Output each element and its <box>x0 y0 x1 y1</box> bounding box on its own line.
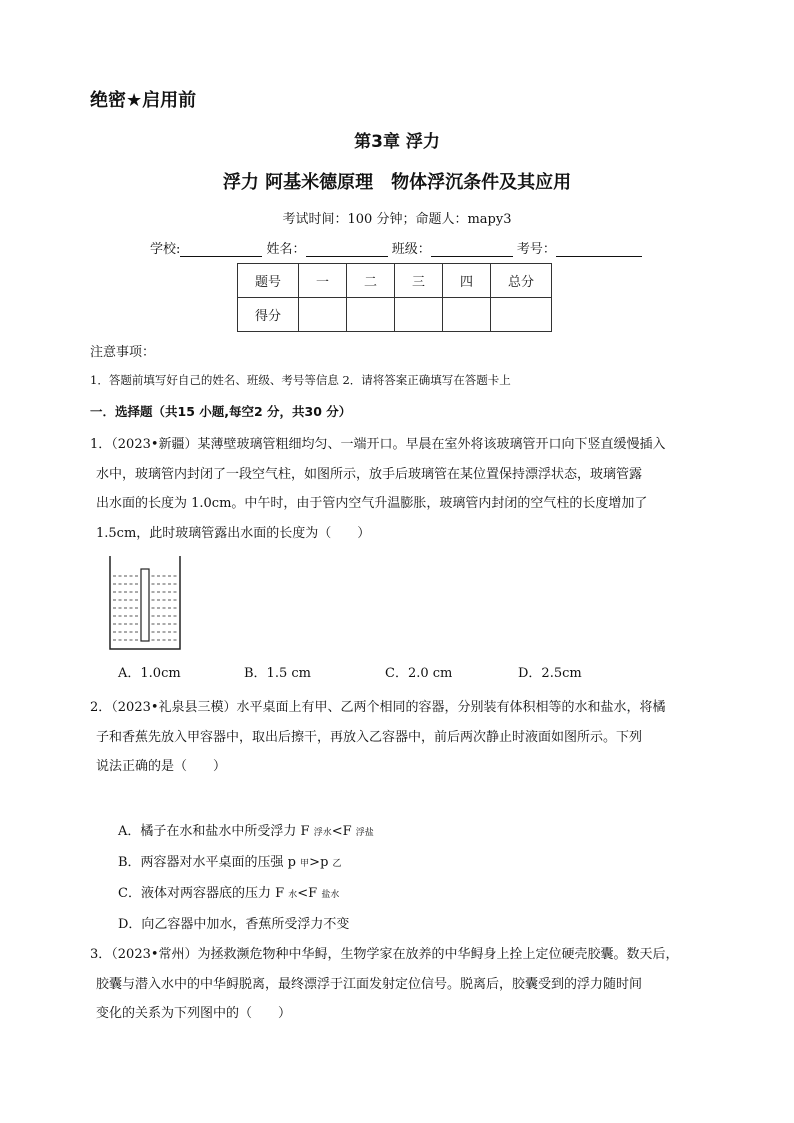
question-1 <box>90 430 715 548</box>
q2-option-b[interactable] <box>118 851 342 870</box>
option-a[interactable]: A．1.0cm <box>118 666 181 681</box>
exam-info: 考试时间：100 分钟；命题人：mapy3 <box>282 212 512 227</box>
question-line: 子和香蕉先放入甲容器中，取出后擦干，再放入乙容器中，前后两次静止时液面如图所示。下列 <box>96 729 643 745</box>
score-header-cell: 题号 <box>238 264 299 298</box>
score-header-cell: 总分 <box>491 264 552 298</box>
name-blank[interactable] <box>306 242 388 257</box>
question-line: 出水面的长度为 1.0cm。中午时，由于管内空气升温膨胀，玻璃管内封闭的空气柱的长度增加了 <box>96 496 648 511</box>
student-info-fields <box>150 238 642 257</box>
score-table <box>237 263 552 332</box>
subscript: 盐水 <box>321 890 340 900</box>
option-text: B．两容器对水平桌面的压强 p <box>118 855 297 870</box>
q2-option-a[interactable] <box>118 820 374 839</box>
score-cell[interactable] <box>299 298 347 332</box>
glass-tube-figure <box>108 556 184 652</box>
option-text: C．液体对两容器底的压力 F <box>118 886 285 901</box>
subscript: 水 <box>288 890 298 900</box>
question-line: 变化的关系为下列图中的（ ） <box>96 1006 292 1021</box>
section-title: 一．选择题（共15 小题,每空2 分，共30 分） <box>90 404 352 419</box>
q2-option-c[interactable] <box>118 882 339 901</box>
option-c[interactable]: C．2.0 cm <box>385 666 453 681</box>
question-line: 1．（2023•新疆）某薄壁玻璃管粗细均匀、一端开口。早晨在室外将该玻璃管开口向下竖直缓慢插入 <box>90 437 666 452</box>
question-line: 1.5cm，此时玻璃管露出水面的长度为（ ） <box>96 525 371 541</box>
question-3 <box>90 940 715 1029</box>
score-header-cell: 三 <box>395 264 443 298</box>
subscript: 甲 <box>300 859 310 869</box>
class-label: 班级： <box>391 242 431 257</box>
score-cell[interactable] <box>443 298 491 332</box>
option-b[interactable]: B．1.5 cm <box>244 666 311 681</box>
name-label: 姓名： <box>266 242 306 257</box>
score-row-label: 得分 <box>238 298 299 332</box>
question-2 <box>90 693 715 782</box>
notice-title: 注意事项： <box>90 345 156 360</box>
option-text: <F <box>331 824 352 839</box>
score-header-cell: 一 <box>299 264 347 298</box>
school-blank[interactable] <box>180 242 262 257</box>
secret-label: 绝密★启用前 <box>90 90 197 111</box>
option-d[interactable]: D．2.5cm <box>518 666 582 681</box>
question-line: 3．（2023•常州）为拯救濒危物种中华鲟，生物学家在放养的中华鲟身上拴上定位硬壳胶囊。数天后， <box>90 947 679 962</box>
option-text: <F <box>297 886 318 901</box>
glass-tube <box>141 569 149 641</box>
chapter-title: 第3章 浮力 <box>354 132 440 152</box>
subscript: 浮水 <box>313 828 332 838</box>
class-blank[interactable] <box>431 242 513 257</box>
option-text: >p <box>309 855 329 870</box>
number-blank[interactable] <box>556 242 642 257</box>
question-line: 胶囊与潜入水中的中华鲟脱离，最终漂浮于江面发射定位信号。脱离后，胶囊受到的浮力随时间 <box>96 976 643 992</box>
question-line: 水中，玻璃管内封闭了一段空气柱，如图所示，放手后玻璃管在某位置保持漂浮状态，玻璃管露 <box>96 466 643 482</box>
q2-option-d[interactable]: D．向乙容器中加水，香蕉所受浮力不变 <box>118 917 350 932</box>
subscript: 浮盐 <box>355 828 374 838</box>
score-cell[interactable] <box>395 298 443 332</box>
score-header-cell: 二 <box>347 264 395 298</box>
school-label: 学校: <box>150 242 181 257</box>
score-cell[interactable] <box>491 298 552 332</box>
score-cell[interactable] <box>347 298 395 332</box>
question-line: 说法正确的是（ ） <box>96 759 227 774</box>
subscript: 乙 <box>332 859 342 869</box>
number-label: 考号： <box>516 242 556 257</box>
notice-item: 1．答题前填写好自己的姓名、班级、考号等信息 2．请将答案正确填写在答题卡上 <box>90 373 511 387</box>
question-line: 2．（2023•礼泉县三模）水平桌面上有甲、乙两个相同的容器，分别装有体积相等的水和盐水，将橘 <box>90 700 666 715</box>
option-text: A．橘子在水和盐水中所受浮力 F <box>118 824 310 839</box>
exam-subtitle: 浮力 阿基米德原理 物体浮沉条件及其应用 <box>222 172 572 193</box>
score-header-cell: 四 <box>443 264 491 298</box>
